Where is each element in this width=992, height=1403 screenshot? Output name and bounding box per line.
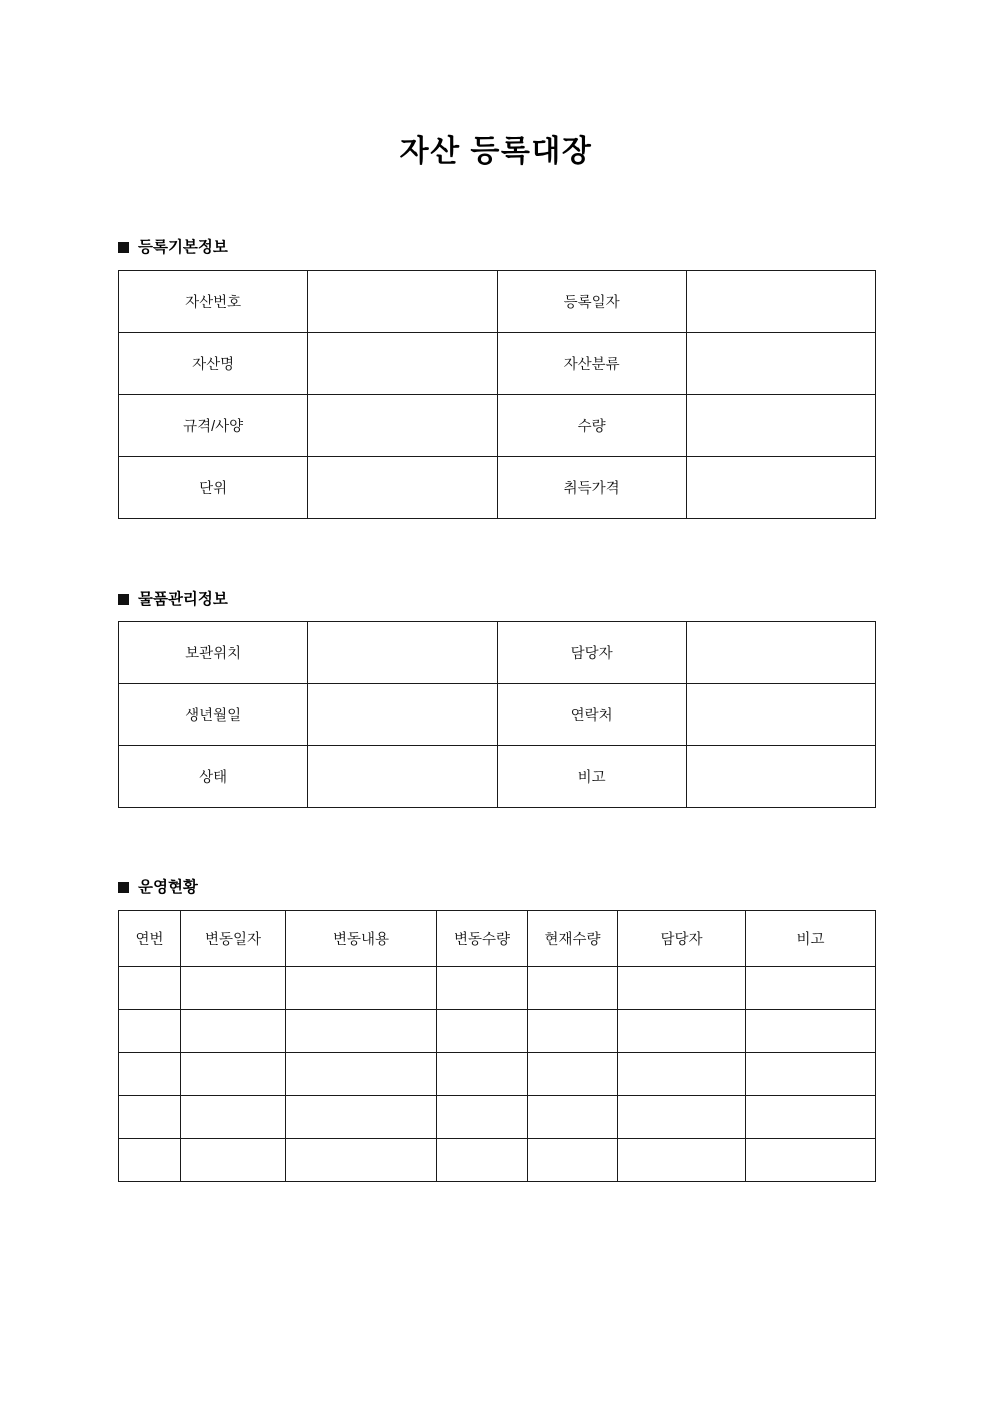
- column-header-manager: 담당자: [618, 910, 746, 966]
- spacer: [0, 256, 992, 270]
- field-label: 규격/사양: [119, 394, 308, 456]
- section-heading-operation-status: [0, 880, 992, 896]
- cell-remarks[interactable]: [746, 1009, 876, 1052]
- column-header-remarks: 비고: [746, 910, 876, 966]
- field-label: 자산명: [119, 332, 308, 394]
- cell-sequence[interactable]: [119, 1095, 181, 1138]
- column-header-current-quantity: 현재수량: [528, 910, 618, 966]
- field-label: 자산번호: [119, 270, 308, 332]
- field-value-quantity[interactable]: [686, 394, 875, 456]
- column-header-change-quantity: 변동수량: [437, 910, 528, 966]
- cell-change-date[interactable]: [181, 1052, 286, 1095]
- table-row: [119, 746, 876, 808]
- field-label: 담당자: [497, 622, 686, 684]
- column-header-change-date: 변동일자: [181, 910, 286, 966]
- cell-remarks[interactable]: [746, 1138, 876, 1181]
- spacer: [0, 170, 992, 240]
- table-row: [119, 1052, 876, 1095]
- cell-remarks[interactable]: [746, 1052, 876, 1095]
- table-header-row: [119, 910, 876, 966]
- cell-change-detail[interactable]: [286, 1138, 437, 1181]
- spacer: [0, 607, 992, 621]
- table-body: [119, 966, 876, 1181]
- table-row: [119, 1095, 876, 1138]
- column-header-change-detail: 변동내용: [286, 910, 437, 966]
- field-value-asset-category[interactable]: [686, 332, 875, 394]
- cell-sequence[interactable]: [119, 1052, 181, 1095]
- field-value-acquisition-price[interactable]: [686, 456, 875, 518]
- field-label: 취득가격: [497, 456, 686, 518]
- filled-square-bullet-icon: [118, 594, 129, 605]
- field-value-manager[interactable]: [686, 622, 875, 684]
- field-value-asset-number[interactable]: [308, 270, 497, 332]
- field-label: 생년월일: [119, 684, 308, 746]
- cell-remarks[interactable]: [746, 1095, 876, 1138]
- table-operation-status: [118, 910, 876, 1182]
- cell-change-detail[interactable]: [286, 966, 437, 1009]
- table-row: [119, 684, 876, 746]
- page-title: 자산 등록대장: [399, 135, 593, 168]
- table-row: [119, 332, 876, 394]
- spacer: [0, 896, 992, 910]
- cell-change-quantity[interactable]: [437, 1009, 528, 1052]
- section-heading-label: 등록기본정보: [138, 239, 228, 256]
- cell-change-date[interactable]: [181, 1095, 286, 1138]
- cell-change-date[interactable]: [181, 1009, 286, 1052]
- table-item-management: [118, 621, 876, 808]
- table-row: [119, 1138, 876, 1181]
- cell-manager[interactable]: [618, 1138, 746, 1181]
- cell-change-detail[interactable]: [286, 1009, 437, 1052]
- filled-square-bullet-icon: [118, 242, 129, 253]
- spacer: [0, 519, 992, 592]
- table-row: [119, 456, 876, 518]
- table-row: [119, 270, 876, 332]
- table-row: [119, 966, 876, 1009]
- field-value-contact[interactable]: [686, 684, 875, 746]
- field-value-birth-date[interactable]: [308, 684, 497, 746]
- cell-change-date[interactable]: [181, 1138, 286, 1181]
- field-label: 비고: [497, 746, 686, 808]
- cell-current-quantity[interactable]: [528, 966, 618, 1009]
- cell-manager[interactable]: [618, 1052, 746, 1095]
- section-heading-label: 운영현황: [138, 879, 198, 896]
- cell-change-quantity[interactable]: [437, 966, 528, 1009]
- cell-manager[interactable]: [618, 1009, 746, 1052]
- column-header-sequence: 연번: [119, 910, 181, 966]
- cell-manager[interactable]: [618, 1095, 746, 1138]
- cell-change-detail[interactable]: [286, 1052, 437, 1095]
- cell-remarks[interactable]: [746, 966, 876, 1009]
- field-value-specification[interactable]: [308, 394, 497, 456]
- section-heading-basic-info: [0, 240, 992, 256]
- field-value-asset-name[interactable]: [308, 332, 497, 394]
- table-basic-info: [118, 270, 876, 519]
- field-label: 연락처: [497, 684, 686, 746]
- filled-square-bullet-icon: [118, 882, 129, 893]
- table-row: [119, 622, 876, 684]
- cell-change-quantity[interactable]: [437, 1052, 528, 1095]
- field-value-registration-date[interactable]: [686, 270, 875, 332]
- cell-change-quantity[interactable]: [437, 1095, 528, 1138]
- cell-current-quantity[interactable]: [528, 1138, 618, 1181]
- field-label: 자산분류: [497, 332, 686, 394]
- cell-change-quantity[interactable]: [437, 1138, 528, 1181]
- table-row: [119, 1009, 876, 1052]
- field-label: 상태: [119, 746, 308, 808]
- field-label: 수량: [497, 394, 686, 456]
- cell-change-detail[interactable]: [286, 1095, 437, 1138]
- cell-sequence[interactable]: [119, 1009, 181, 1052]
- field-value-unit[interactable]: [308, 456, 497, 518]
- field-value-status[interactable]: [308, 746, 497, 808]
- field-value-remarks[interactable]: [686, 746, 875, 808]
- cell-current-quantity[interactable]: [528, 1052, 618, 1095]
- cell-manager[interactable]: [618, 966, 746, 1009]
- table-row: [119, 394, 876, 456]
- cell-sequence[interactable]: [119, 966, 181, 1009]
- cell-change-date[interactable]: [181, 966, 286, 1009]
- cell-current-quantity[interactable]: [528, 1009, 618, 1052]
- section-heading-item-management: [0, 592, 992, 608]
- cell-current-quantity[interactable]: [528, 1095, 618, 1138]
- field-label: 등록일자: [497, 270, 686, 332]
- spacer: [0, 808, 992, 880]
- section-heading-label: 물품관리정보: [138, 590, 228, 608]
- field-label: 단위: [119, 456, 308, 518]
- field-value-storage-location[interactable]: [308, 622, 497, 684]
- cell-sequence[interactable]: [119, 1138, 181, 1181]
- field-label: 보관위치: [119, 622, 308, 684]
